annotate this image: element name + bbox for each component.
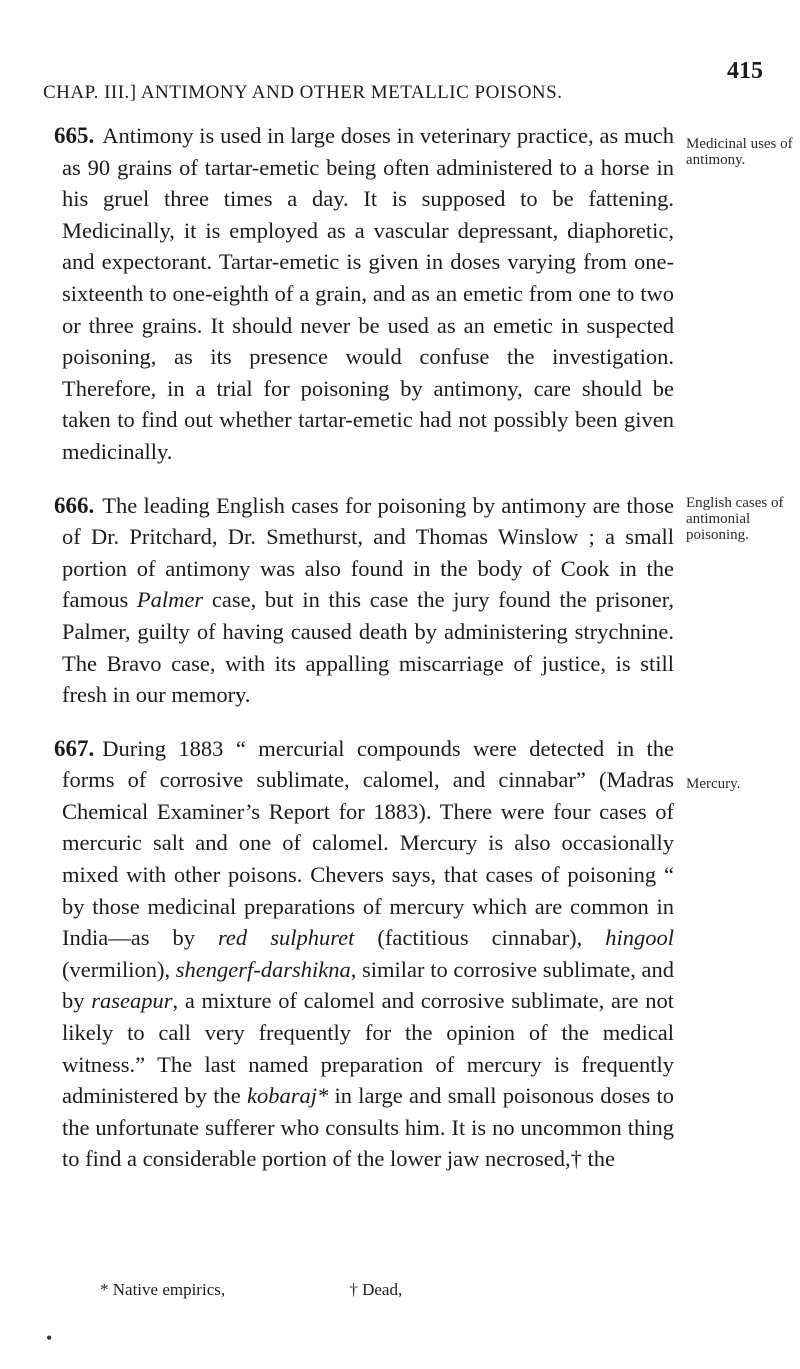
page-number: 415: [727, 58, 763, 84]
italic-term: raseapur: [91, 988, 173, 1014]
side-note-mercury: Mercury.: [686, 776, 741, 792]
paragraph-number: 666.: [54, 492, 95, 518]
footnotes: [100, 1280, 660, 1300]
paragraph-666: [54, 490, 674, 711]
margin-mark: •: [46, 1328, 53, 1348]
paragraph-text: (factitious cinnabar),: [354, 925, 606, 951]
running-head: CHAP. III.] ANTIMONY AND OTHER METALLIC POISONS.: [43, 82, 563, 103]
paragraph-text: in large and small poisonous doses to the unfortunate sufferer who consults him. It is no uncommon thing to find a considerable portion of the lower jaw necrosed,† the: [62, 1083, 675, 1172]
paragraph-number: 665.: [54, 123, 95, 148]
paragraph-text: The leading English cases for poisoning by antimony are those of Dr. Pritchard, Dr. Smethurst, and Thomas Winslow ; a small portion of antimony was also found in the body of Cook in the famous: [62, 492, 674, 613]
paragraph-text: , a mixture of calomel and corrosive sublimate, are not likely to call very frequently for the opinion of the medical witness.” The last named preparation of mercury is frequently administered by the: [62, 988, 674, 1109]
footnote-native-empirics: * Native empirics,: [100, 1280, 226, 1299]
paragraph-text: , similar to corrosive sublimate, and by: [62, 956, 674, 1014]
paragraph-665: [54, 120, 674, 468]
italic-term: shengerf-darshikna: [175, 956, 351, 982]
side-note-medicinal-uses: Medicinal uses of antimony.: [686, 136, 793, 168]
page-header: [43, 58, 763, 104]
footnote-dead: † Dead,: [349, 1280, 403, 1299]
paragraph-text: Antimony is used in large doses in veterinary practice, as much as 90 grains of tartar-emetic being often administered to a horse in his gruel three times a day. It is supposed to be fattening. Medicinally, it is employed as a vascular depressant, diaphoretic, and expectorant. Tartar-emetic is given in doses varying from one-sixteenth to one-eighth of a grain, and as an emetic from one to two or three grains. It should never be used as an emetic in suspected poisoning, as its presence would confuse the investigation. Therefore, in a trial for poisoning by antimony, care should be taken to find out whether tartar-emetic had not possibly been given medicinally.: [62, 123, 674, 464]
paragraph-text: case, but in this case the jury found the prisoner, Palmer, guilty of having caused death by administering strychnine. The Bravo case, with its appalling miscarriage of justice, is still fresh in our memory.: [62, 587, 674, 708]
paragraph-text: (vermilion),: [62, 956, 176, 982]
paragraph-number: 667.: [54, 735, 95, 761]
italic-term: hingool: [605, 925, 674, 951]
italic-case-name: Palmer: [136, 587, 204, 613]
italic-term: red sulphuret: [218, 925, 355, 951]
italic-term: kobaraj*: [246, 1083, 329, 1109]
side-note-english-cases: English cases of antimonial poisoning.: [686, 495, 784, 543]
body-text: [54, 120, 674, 1197]
paragraph-667: [54, 733, 674, 1175]
paragraph-text: During 1883 “ mercurial compounds were detected in the forms of corrosive sublimate, calomel, and cinnabar” (Madras Chemical Examiner’s Report for 1883). There were four cases of mercuric salt and one of calomel. Mercury is also occasionally mixed with other poisons. Chevers says, that cases of poisoning “ by those medicinal preparations of mercury which are common in India—as by: [62, 735, 674, 951]
